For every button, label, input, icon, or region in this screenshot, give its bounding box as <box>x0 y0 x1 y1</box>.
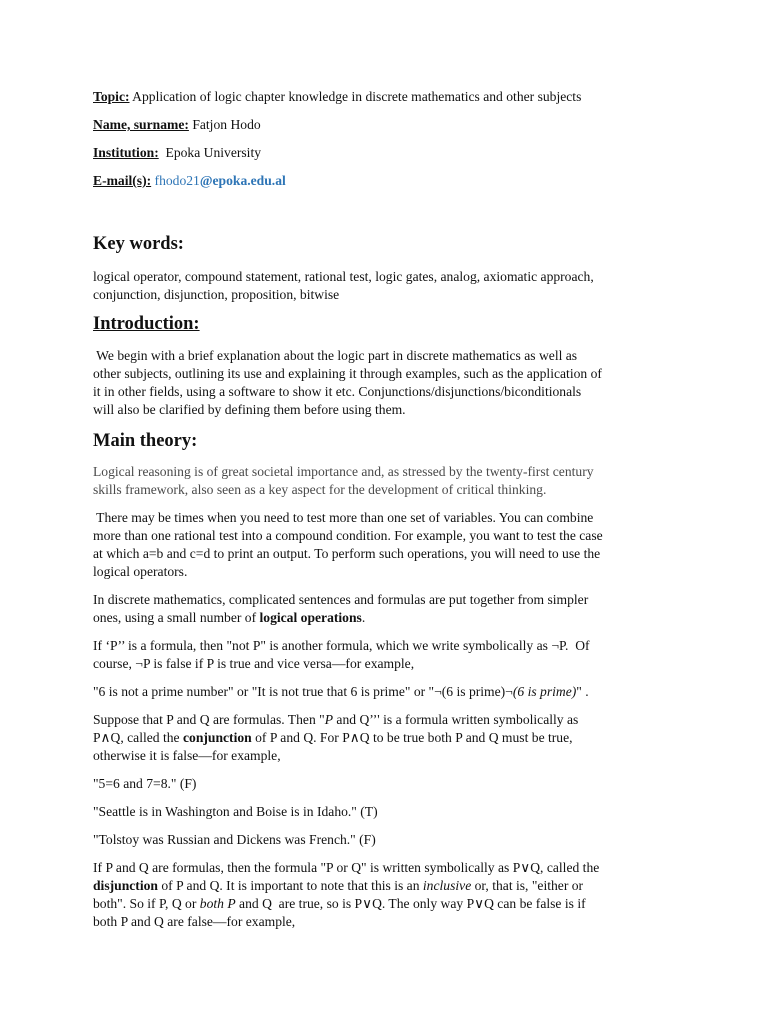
topic-value: Application of logic chapter knowledge in discrete mathematics and other subjects <box>132 89 582 104</box>
main-p7-line-1: If P and Q are formulas, then the formula "P or Q" is written symbolically as P∨Q, called the <box>93 860 600 875</box>
logical-operations-term: logical operations <box>259 610 362 625</box>
main-p4-line-1: If ‘P’’ is a formula, then "not P" is another formula, which we write symbolically as ¬P. Of <box>93 638 590 653</box>
example-1: "5=6 and 7=8." (F) <box>93 776 197 791</box>
example-3: "Tolstoy was Russian and Dickens was French." (F) <box>93 832 376 847</box>
keywords-heading: Key words: <box>93 234 184 254</box>
main-p1-line-2: skills framework, also seen as a key aspect for the development of critical thinking. <box>93 482 547 497</box>
intro-line-3: it in other fields, using a software to show it etc. Conjunctions/disjunctions/biconditionals <box>93 384 582 399</box>
topic-line <box>93 88 581 107</box>
intro-line-1: We begin with a brief explanation about the logic part in discrete mathematics as well as <box>93 348 578 363</box>
main-p1-line-1: Logical reasoning is of great societal importance and, as stressed by the twenty-first century <box>93 464 594 479</box>
institution-value: Epoka University <box>165 145 262 160</box>
text-run: P∧Q, called the <box>93 730 183 745</box>
main-p6-line-2 <box>93 729 573 748</box>
name-line <box>93 116 261 135</box>
main-p3-line-2 <box>93 609 365 628</box>
text-run: . <box>361 610 366 625</box>
email-line <box>93 172 286 191</box>
text-run: or, that is, "either or <box>471 878 584 893</box>
email-domain: @epoka.edu.al <box>199 173 286 188</box>
main-p2-line-3: at which a=b and c=d to print an output. To perform such operations, you will need to use the <box>93 546 601 561</box>
main-p7-line-2 <box>93 877 583 896</box>
email-user: fhodo21 <box>154 173 200 188</box>
introduction-heading: Introduction: <box>93 314 200 334</box>
text-run: " . <box>576 684 589 699</box>
text-run: and Q’’' is a formula written symbolically as <box>333 712 579 727</box>
main-p2-line-2: more than one rational test into a compound condition. For example, you want to test the case <box>93 528 603 543</box>
disjunction-term: disjunction <box>93 878 158 893</box>
name-value: Fatjon Hodo <box>192 117 261 132</box>
text-run: Suppose that P and Q are formulas. Then " <box>93 712 325 727</box>
email-link[interactable] <box>155 173 286 188</box>
main-p5-line <box>93 683 589 702</box>
italic-run: both P <box>199 896 236 911</box>
italic-run: (6 is prime) <box>512 684 577 699</box>
institution-line <box>93 144 261 163</box>
text-run: ones, using a small number of <box>93 610 260 625</box>
main-p6-line-3: otherwise it is false—for example, <box>93 748 281 763</box>
text-run: of P and Q. It is important to note that this is an <box>157 878 423 893</box>
main-p4-line-2: course, ¬P is false if P is true and vice versa—for example, <box>93 656 415 671</box>
main-p7-line-3 <box>93 895 586 914</box>
main-p3-line-1: In discrete mathematics, complicated sentences and formulas are put together from simpler <box>93 592 589 607</box>
text-run: and Q are true, so is P∨Q. The only way P∨Q can be false is if <box>235 896 586 911</box>
main-p2-line-4: logical operators. <box>93 564 188 579</box>
example-2: "Seattle is in Washington and Boise is in Idaho." (T) <box>93 804 378 819</box>
keywords-line-2: conjunction, disjunction, proposition, bitwise <box>93 287 340 302</box>
conjunction-term: conjunction <box>182 730 252 745</box>
institution-label: Institution: <box>93 145 159 160</box>
topic-label: Topic: <box>93 89 130 104</box>
italic-run: P <box>324 712 334 727</box>
main-p2-line-1: There may be times when you need to test more than one set of variables. You can combine <box>93 510 594 525</box>
intro-line-2: other subjects, outlining its use and explaining it through examples, such as the application of <box>93 366 602 381</box>
name-label: Name, surname: <box>93 117 189 132</box>
text-run: of P and Q. For P∧Q to be true both P and Q must be true, <box>251 730 573 745</box>
main-p7-line-4: both P and Q are false—for example, <box>93 914 296 929</box>
main-p6-line-1 <box>93 711 578 730</box>
text-run: both". So if P, Q or <box>93 896 200 911</box>
keywords-line-1: logical operator, compound statement, rational test, logic gates, analog, axiomatic approach, <box>93 269 594 284</box>
intro-line-4: will also be clarified by defining them before using them. <box>93 402 406 417</box>
email-label: E-mail(s): <box>93 173 152 188</box>
main-theory-heading: Main theory: <box>93 431 198 451</box>
text-run: "6 is not a prime number" or "It is not true that 6 is prime" or "¬(6 is prime)¬ <box>93 684 513 699</box>
italic-run: inclusive <box>422 878 472 893</box>
